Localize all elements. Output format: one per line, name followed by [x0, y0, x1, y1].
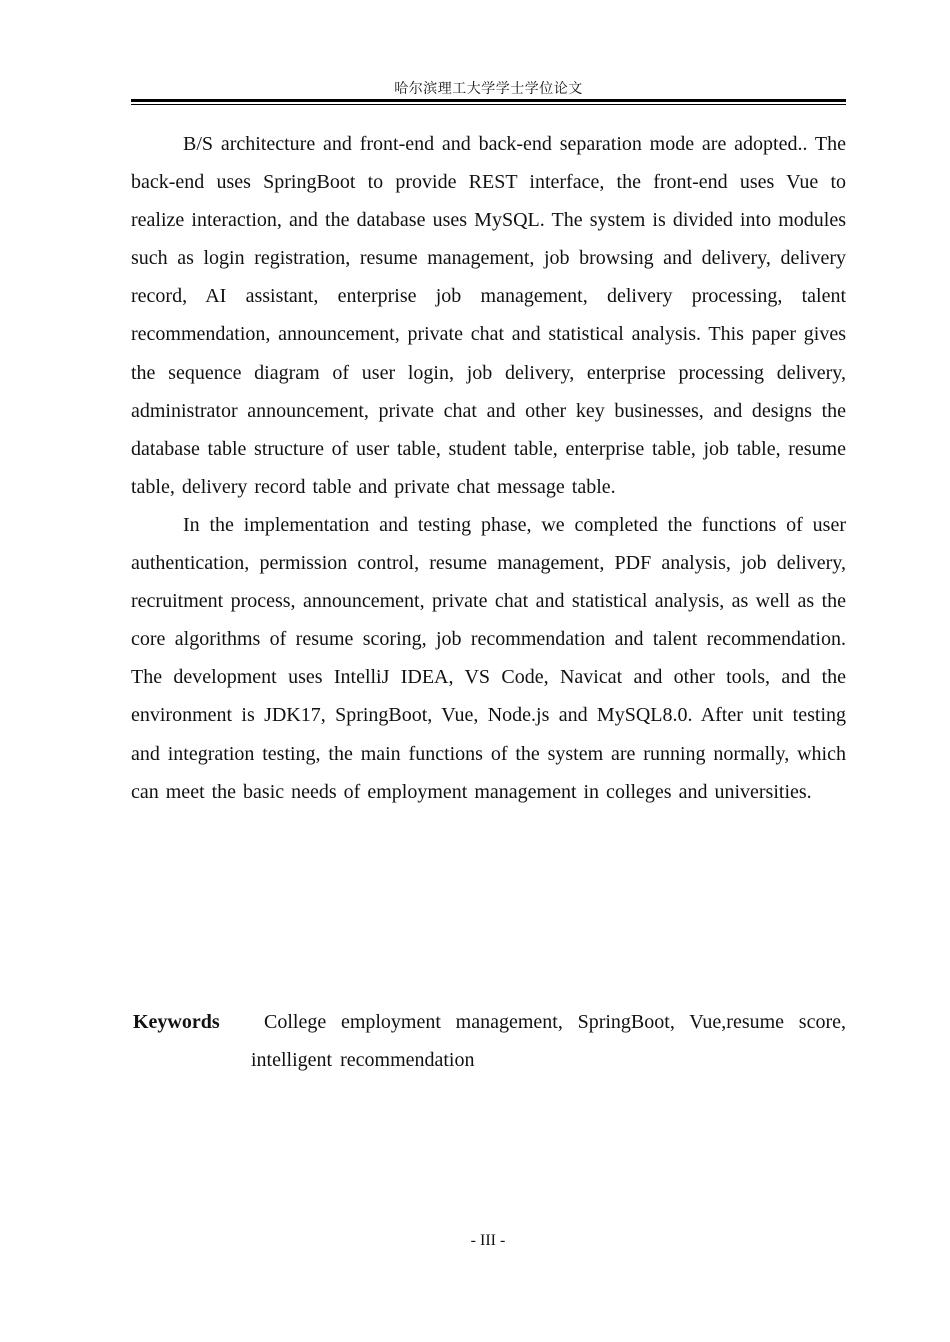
header-title: 哈尔滨理工大学学士学位论文: [394, 81, 583, 97]
abstract-paragraph-2: In the implementation and testing phase, we completed the functions of user authentication, permission control, resume management, PDF analysis, job delivery, recruitment process, announcement, private chat and statistical analysis, as well as the core algorithms of resume scoring, job recommendation and talent recommendation. The development uses IntelliJ IDEA, VS Code, Navicat and other tools, and the environment is JDK17, SpringBoot, Vue, Node.js and MySQL8.0. After unit testing and integration testing, the main functions of the system are running normally, which can meet the basic needs of employment management in colleges and universities.: [131, 513, 846, 803]
abstract-paragraph-1: B/S architecture and front-end and back-end separation mode are adopted.. The back-end uses SpringBoot to provide REST interface, the front-end uses Vue to realize interaction, and the database uses MySQL. The system is divided into modules such as login registration, resume management, job browsing and delivery, delivery record, AI assistant, enterprise job management, delivery processing, talent recommendation, announcement, private chat and statistical analysis. This paper gives the sequence diagram of user login, job delivery, enterprise processing delivery, administrator announcement, private chat and other key businesses, and designs the database table structure of user table, student table, enterprise table, job table, resume table, delivery record table and private chat message table.: [131, 133, 846, 498]
page-number: - III -: [470, 1232, 506, 1249]
header-rule-thick: [131, 99, 846, 102]
keywords-text: College employment management, SpringBoot, Vue,resume score, intelligent recommendation: [251, 1011, 846, 1072]
keywords-label: Keywords: [133, 1011, 220, 1033]
keywords-section: [131, 1003, 846, 1079]
abstract-body: [131, 125, 846, 811]
header-rule-thin: [131, 104, 846, 105]
